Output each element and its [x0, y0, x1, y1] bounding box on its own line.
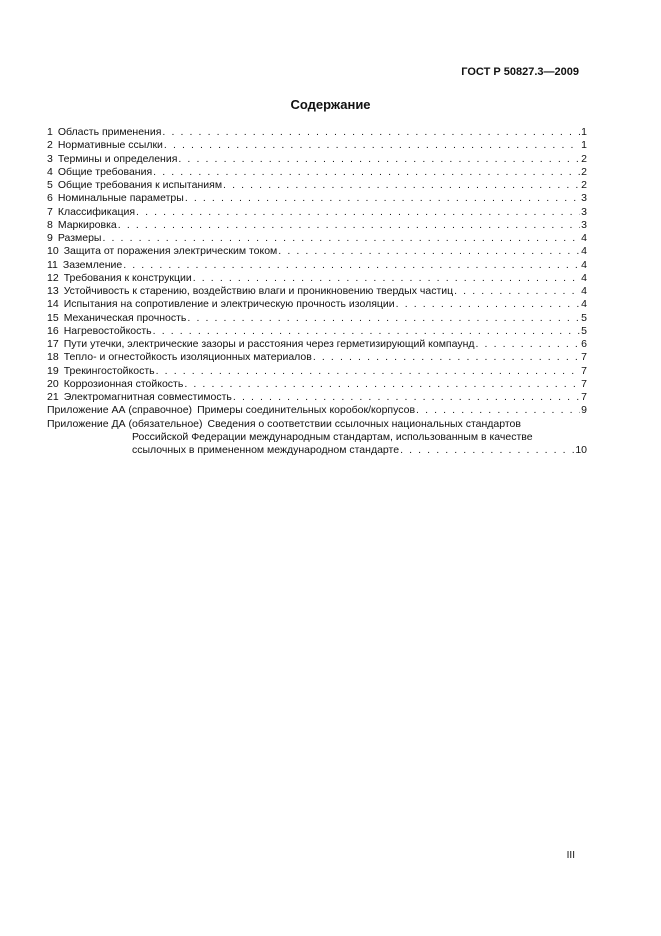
toc-entry-title: Классификация: [57, 205, 136, 218]
toc-entry[interactable]: [47, 351, 587, 364]
appendix-da-line3: ссылочных в примененном международном стандарте: [132, 444, 400, 456]
toc-entry-number: 20: [47, 377, 59, 390]
toc-entry-title: Защита от поражения электрическим током: [63, 245, 278, 258]
toc-entry-page: 1: [581, 126, 587, 138]
toc-entry-title: Термины и определения: [57, 152, 178, 165]
table-of-contents: [47, 126, 587, 457]
leader-dots: [184, 378, 580, 390]
leader-dots: [313, 351, 580, 363]
leader-dots: [164, 139, 580, 151]
leader-dots: [178, 153, 580, 165]
toc-entry[interactable]: [47, 126, 587, 139]
toc-entry-number: 4: [47, 165, 53, 178]
toc-entry-page: 4: [581, 245, 587, 258]
page-number: III: [566, 850, 575, 861]
toc-entry-page: 6: [581, 338, 587, 350]
toc-entry[interactable]: [47, 338, 587, 351]
toc-entry-page: 1: [581, 139, 587, 152]
toc-entry-title: Тепло- и огнестойкость изоляционных материалов: [63, 351, 312, 364]
page-title: Содержание: [290, 97, 371, 112]
toc-entry-page: 3: [581, 205, 587, 218]
toc-entry-page: 5: [581, 311, 587, 324]
leader-dots: [153, 166, 580, 178]
toc-entry-page: 5: [581, 324, 587, 337]
toc-entry-number: 2: [47, 139, 53, 152]
toc-entry-title: Область применения: [57, 126, 162, 138]
leader-dots: [476, 338, 580, 350]
toc-entry-page: 4: [581, 271, 587, 284]
appendix-aa-label: Приложение АА (справочное): [47, 404, 193, 417]
toc-entry-title: Общие требования: [57, 165, 153, 178]
toc-entry-page: 7: [581, 377, 587, 390]
toc-entry-page: 4: [581, 232, 587, 244]
toc-entry-title: Общие требования к испытаниям: [57, 179, 223, 191]
toc-entry[interactable]: [47, 206, 587, 219]
toc-entry[interactable]: [47, 312, 587, 325]
toc-entry-number: 1: [47, 126, 53, 138]
toc-entry[interactable]: [47, 259, 587, 272]
toc-entry-page: 4: [581, 258, 587, 271]
toc-entry-number: 14: [47, 298, 59, 311]
toc-entries: [47, 126, 587, 404]
toc-entry-page: 4: [581, 298, 587, 311]
appendix-da-line2: Российской Федерации международным стандартам, использованным в качестве: [132, 430, 533, 443]
toc-appendix-da[interactable]: [47, 418, 587, 458]
toc-entry-page: 7: [581, 351, 587, 364]
appendix-da-line1: Сведения о соответствии ссылочных национальных стандартов: [207, 417, 521, 430]
toc-entry-number: 9: [47, 232, 53, 244]
toc-entry[interactable]: [47, 378, 587, 391]
toc-entry-title: Трекингостойкость: [63, 364, 155, 377]
toc-entry[interactable]: [47, 285, 587, 298]
toc-entry[interactable]: [47, 139, 587, 152]
leader-dots: [162, 126, 580, 138]
toc-entry-number: 6: [47, 192, 53, 205]
toc-entry-title: Коррозионная стойкость: [63, 377, 184, 390]
toc-entry-title: Испытания на сопротивление и электрическую прочность изоляции: [63, 298, 395, 311]
toc-entry-page: 7: [581, 391, 587, 403]
toc-entry-number: 11: [47, 258, 58, 271]
toc-entry[interactable]: [47, 272, 587, 285]
leader-dots: [278, 245, 580, 257]
leader-dots: [454, 285, 580, 297]
toc-entry-page: 4: [581, 285, 587, 297]
appendix-da-page: 10: [575, 444, 587, 456]
leader-dots: [223, 179, 580, 191]
toc-entry-title: Размеры: [57, 232, 102, 244]
appendix-aa-text: Примеры соединительных коробок/корпусов: [197, 404, 416, 417]
toc-entry[interactable]: [47, 245, 587, 258]
toc-entry-number: 12: [47, 271, 59, 284]
toc-entry-page: 2: [581, 179, 587, 191]
leader-dots: [416, 404, 580, 416]
toc-entry-title: Электромагнитная совместимость: [63, 391, 232, 403]
toc-entry-page: 3: [581, 192, 587, 205]
toc-entry[interactable]: [47, 219, 587, 232]
appendix-aa-page: 9: [581, 404, 587, 417]
toc-entry-title: Нормативные ссылки: [57, 139, 163, 152]
toc-entry[interactable]: [47, 232, 587, 245]
toc-entry-page: 2: [581, 165, 587, 178]
toc-entry-title: Пути утечки, электрические зазоры и расстояния через герметизирующий компаунд: [63, 338, 475, 350]
toc-entry-number: 7: [47, 205, 53, 218]
toc-entry[interactable]: [47, 325, 587, 338]
toc-entry-title: Устойчивость к старению, воздействию влаги и проникновению твердых частиц: [63, 285, 454, 297]
toc-entry[interactable]: [47, 298, 587, 311]
leader-dots: [123, 259, 580, 271]
toc-entry-title: Маркировка: [57, 218, 117, 231]
toc-entry-title: Нагревостойкость: [63, 324, 152, 337]
toc-entry-number: 17: [47, 338, 59, 350]
leader-dots: [118, 219, 580, 231]
toc-entry[interactable]: [47, 391, 587, 404]
leader-dots: [193, 272, 580, 284]
toc-entry-number: 10: [47, 245, 59, 258]
toc-entry-number: 5: [47, 179, 53, 191]
toc-entry-page: 2: [581, 152, 587, 165]
toc-entry-number: 19: [47, 364, 59, 377]
leader-dots: [136, 206, 580, 218]
toc-entry[interactable]: [47, 192, 587, 205]
toc-entry-number: 15: [47, 311, 59, 324]
toc-entry[interactable]: [47, 179, 587, 192]
leader-dots: [396, 298, 580, 310]
toc-entry-number: 13: [47, 285, 59, 297]
toc-appendix-aa[interactable]: [47, 404, 587, 417]
leader-dots: [187, 312, 580, 324]
toc-entry-page: 7: [581, 364, 587, 377]
leader-dots: [153, 325, 580, 337]
leader-dots: [156, 365, 580, 377]
leader-dots: [233, 391, 580, 403]
toc-entry-number: 16: [47, 324, 59, 337]
toc-entry-title: Требования к конструкции: [63, 271, 192, 284]
toc-entry-number: 3: [47, 152, 53, 165]
toc-entry[interactable]: [47, 365, 587, 378]
toc-entry[interactable]: [47, 153, 587, 166]
toc-entry-number: 21: [47, 391, 59, 403]
toc-entry-title: Номинальные параметры: [57, 192, 184, 205]
appendix-da-label: Приложение ДА (обязательное): [47, 417, 203, 430]
toc-entry-number: 18: [47, 351, 59, 364]
leader-dots: [400, 444, 574, 456]
toc-entry-page: 3: [581, 218, 587, 231]
toc-entry-number: 8: [47, 218, 53, 231]
toc-entry[interactable]: [47, 166, 587, 179]
toc-entry-title: Механическая прочность: [63, 311, 187, 324]
leader-dots: [102, 232, 580, 244]
document-id: ГОСТ Р 50827.3—2009: [461, 66, 579, 78]
toc-entry-title: Заземление: [62, 258, 123, 271]
leader-dots: [185, 192, 580, 204]
